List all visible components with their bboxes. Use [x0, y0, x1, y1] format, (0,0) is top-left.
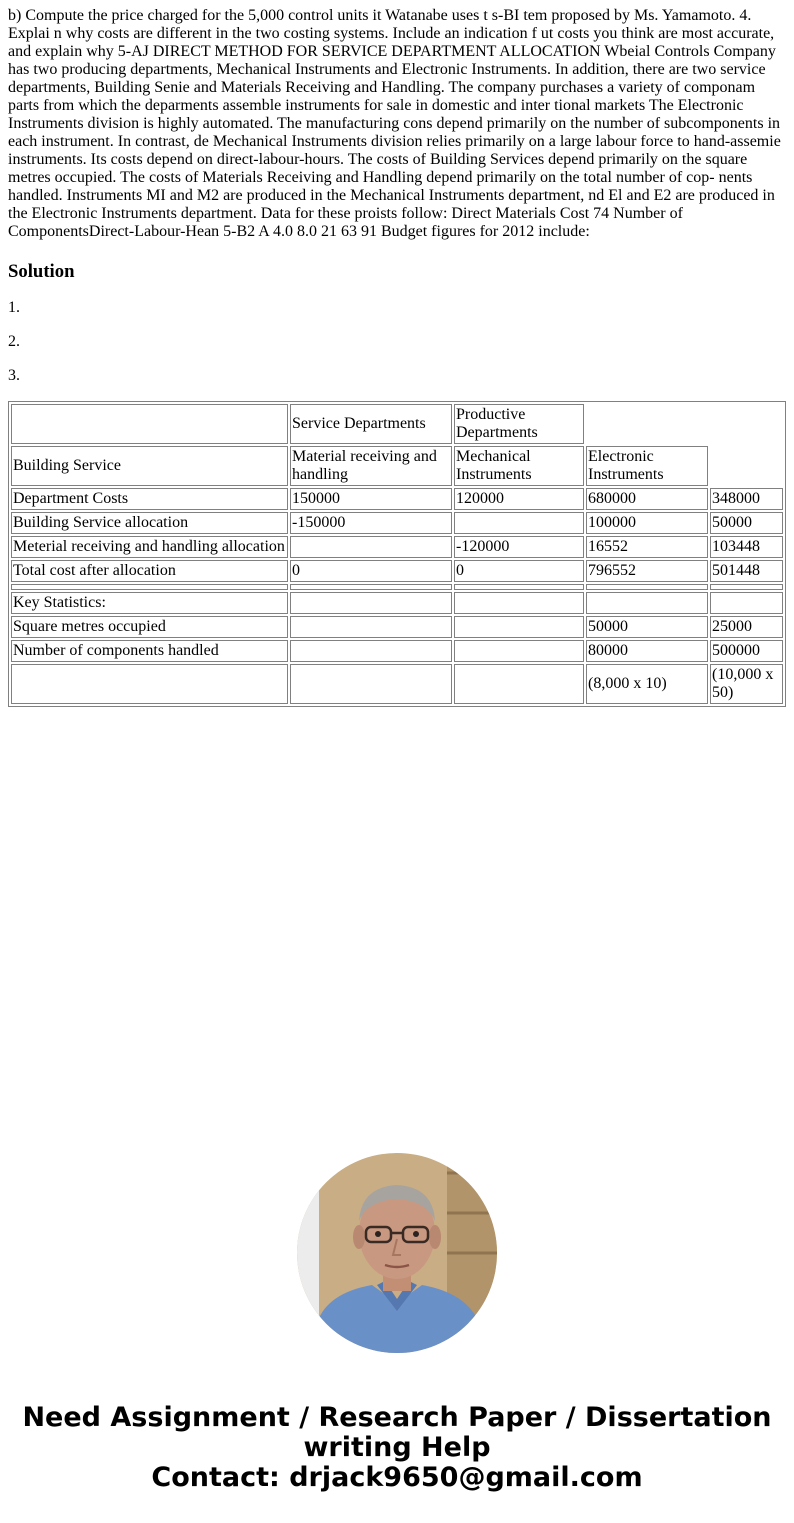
step-1: 1. — [8, 299, 20, 316]
table-cell: 0 — [454, 560, 584, 582]
table-cell — [290, 664, 452, 704]
step-2: 2. — [8, 333, 20, 350]
table-cell: Meterial receiving and handling allocation — [11, 536, 288, 558]
table-cell: 501448 — [710, 560, 783, 582]
table-header-row-1 — [11, 404, 783, 444]
header-material-receiving: Material receiving and handling — [290, 446, 452, 486]
table-row — [11, 488, 783, 510]
solution-heading: Solution — [8, 261, 75, 282]
promo-line-1: Need Assignment / Research Paper / Dissertation — [22, 1402, 772, 1433]
table-row — [11, 512, 783, 534]
table-row — [11, 640, 783, 662]
table-cell — [11, 584, 288, 590]
table-row — [11, 584, 783, 590]
page-content — [8, 7, 786, 707]
question-text: b) Compute the price charged for the 5,000 control units it Watanabe uses t s-BI tem proposed by Ms. Yamamoto. 4. Explai n why costs are different in the two costing systems. Include an indication f ut costs you think are most accurate, and explain why 5-AJ DIRECT METHOD FOR SERVICE DEPARTMENT ALLOCATION Wbeial Controls Company has two producing departments, Mechanical Instruments and Electronic Instruments. In addition, there are two service departments, Building Senie and Materials Receiving and Handling. The company purchases a variety of componam parts from which the deparments assemble instruments for sale in domestic and inter tional markets The Electronic Instruments division is highly automated. The manufacturing cons depend primarily on the number of subcomponents in each instrument. In contrast, de Mechanical Instruments division relies primarily on a large labour force to hand-assemie instruments. Its costs depend on direct-labour-hours. The costs of Building Services depend primarily on the square metres occupied. The costs of Materials Receiving and Handling depend primarily on the total number of cop- nents handled. Instruments MI and M2 are produced in the Mechanical Instruments department, nd El and E2 are produced in the Electronic Instruments department. Data for these proists follow: Direct Materials Cost 74 Number of ComponentsDirect-Labour-Hean 5-B2 A 4.0 8.0 21 63 91 Budget figures for 2012 include: — [8, 7, 781, 240]
table-row — [11, 560, 783, 582]
table-cell: Square metres occupied — [11, 616, 288, 638]
header-productive-departments: Productive Departments — [454, 404, 584, 444]
table-row — [11, 592, 783, 614]
table-header-row-2 — [11, 446, 783, 486]
table-row — [11, 616, 783, 638]
header-mechanical-instruments: Mechanical Instruments — [454, 446, 584, 486]
table-cell — [290, 616, 452, 638]
author-photo — [297, 1153, 497, 1353]
table-cell: 50000 — [586, 616, 708, 638]
table-row — [11, 664, 783, 704]
table-cell: 0 — [290, 560, 452, 582]
header-building-service: Building Service — [11, 446, 288, 486]
table-cell: -150000 — [290, 512, 452, 534]
table-cell: Number of components handled — [11, 640, 288, 662]
table-cell: 103448 — [710, 536, 783, 558]
header-electronic-instruments: Electronic Instruments — [586, 446, 708, 486]
table-cell: (8,000 x 10) — [586, 664, 708, 704]
table-cell: 16552 — [586, 536, 708, 558]
table-row — [11, 536, 783, 558]
table-cell: -120000 — [454, 536, 584, 558]
table-body — [11, 488, 783, 704]
table-cell — [454, 616, 584, 638]
table-cell — [454, 584, 584, 590]
solution-steps — [8, 299, 786, 385]
table-cell: Total cost after allocation — [11, 560, 288, 582]
table-cell: Key Statistics: — [11, 592, 288, 614]
contact-email: Contact: drjack9650@gmail.com — [151, 1462, 643, 1493]
table-cell: 80000 — [586, 640, 708, 662]
table-cell — [290, 640, 452, 662]
table-cell: 500000 — [710, 640, 783, 662]
person-portrait-icon — [297, 1153, 497, 1353]
table-cell — [586, 584, 708, 590]
promo-footer — [0, 1403, 794, 1493]
table-cell: 120000 — [454, 488, 584, 510]
allocation-table — [8, 401, 786, 707]
table-cell — [290, 592, 452, 614]
table-cell: 796552 — [586, 560, 708, 582]
table-cell: 25000 — [710, 616, 783, 638]
header-service-departments: Service Departments — [290, 404, 452, 444]
header-cell — [11, 404, 288, 444]
table-cell: 680000 — [586, 488, 708, 510]
table-cell: 100000 — [586, 512, 708, 534]
table-cell — [710, 592, 783, 614]
table-cell: 50000 — [710, 512, 783, 534]
step-3: 3. — [8, 367, 20, 384]
table-cell — [586, 592, 708, 614]
table-cell — [454, 640, 584, 662]
table-cell: (10,000 x 50) — [710, 664, 783, 704]
table-cell — [454, 592, 584, 614]
table-cell — [290, 536, 452, 558]
table-cell: 150000 — [290, 488, 452, 510]
table-cell: Building Service allocation — [11, 512, 288, 534]
table-cell — [454, 664, 584, 704]
table-cell: 348000 — [710, 488, 783, 510]
table-cell — [710, 584, 783, 590]
table-cell — [11, 664, 288, 704]
table-cell — [290, 584, 452, 590]
table-cell — [454, 512, 584, 534]
table-cell: Department Costs — [11, 488, 288, 510]
promo-line-2: writing Help — [303, 1432, 491, 1463]
